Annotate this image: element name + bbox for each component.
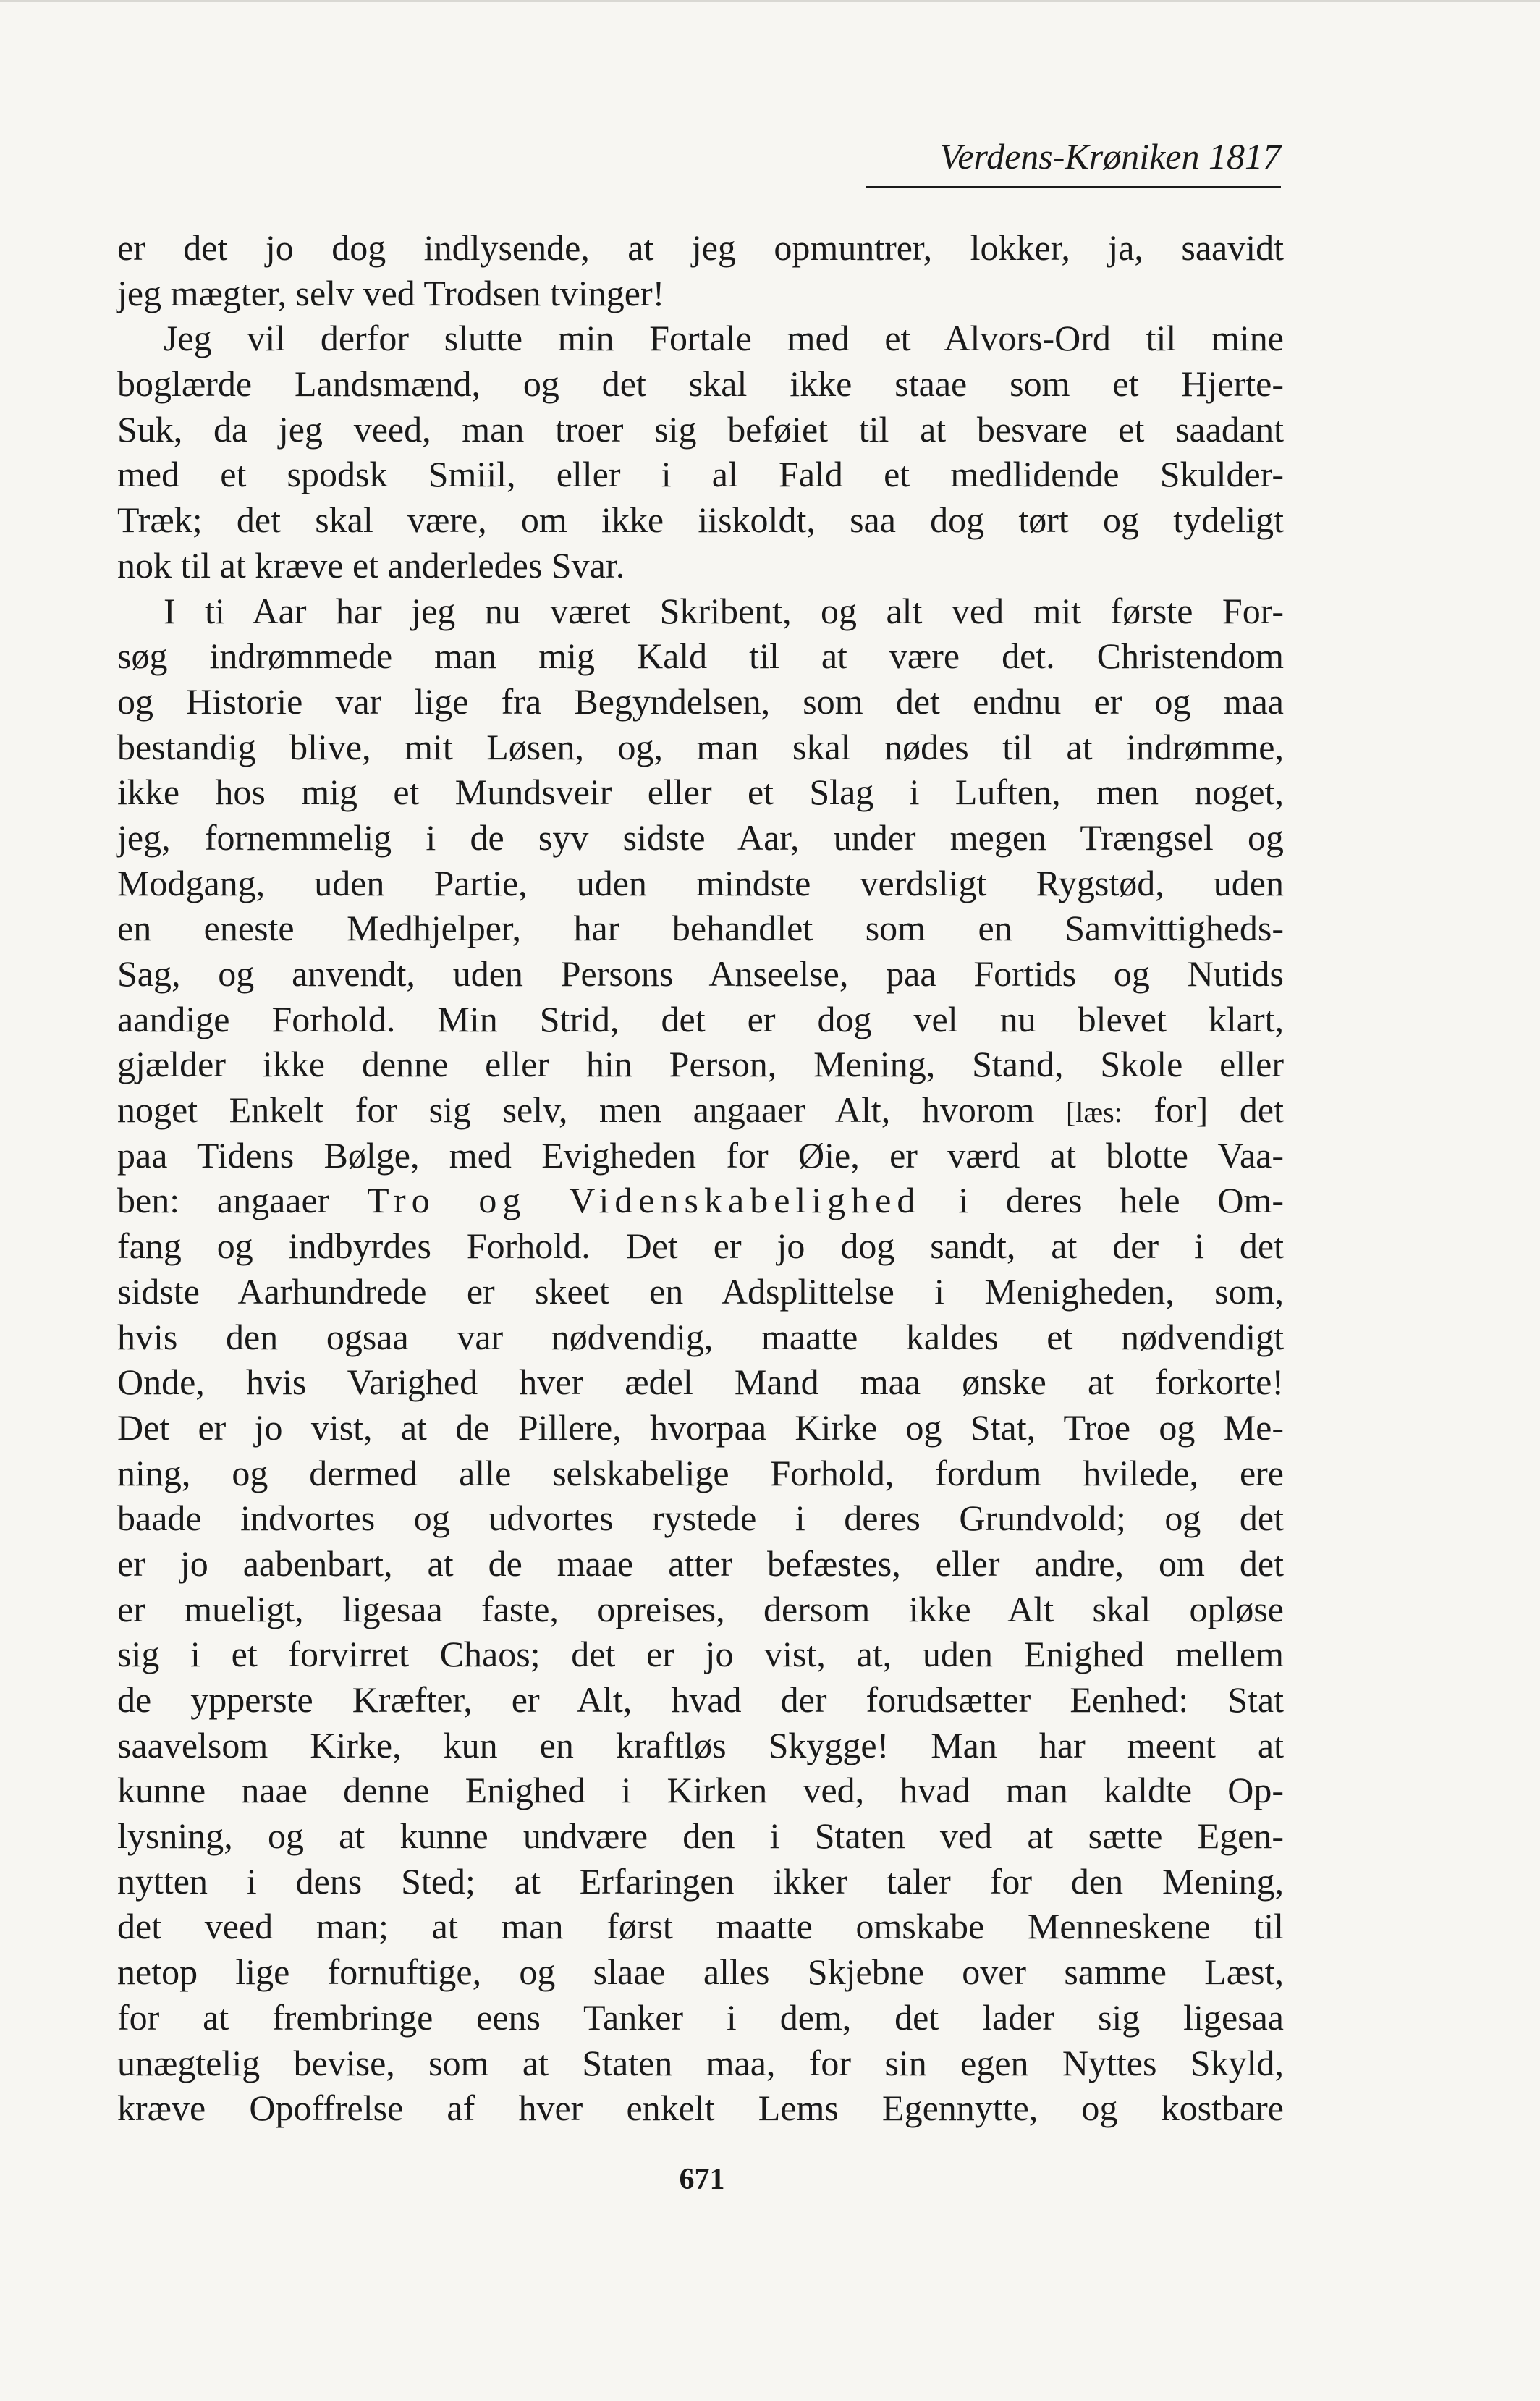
text-line: Suk, da jeg veed, man troer sig beføiet til at besvare et saadant [117,408,1284,450]
text-line: bestandig blive, mit Løsen, og, man skal nødes til at indrømme, [117,726,1284,767]
running-head: Verdens-Krøniken 1817 [939,136,1281,177]
text-line: gjælder ikke denne eller hin Person, Mening, Stand, Skole eller [117,1044,1284,1085]
text-line: Sag, og anvendt, uden Persons Anseelse, paa Fortids og Nutids [117,953,1284,994]
text-line: og Historie var lige fra Begyndelsen, som det endnu er og maa [117,680,1284,722]
header-rule [866,186,1281,188]
text-line: ikke hos mig et Mundsveir eller et Slag i Luften, men noget, [117,772,1284,813]
text-line: sidste Aarhundrede er skeet en Adsplittelse i Menigheden, som, [117,1270,1284,1312]
editorial-note: [læs: [1065,1096,1122,1129]
text-line: nytten i dens Sted; at Erfaringen ikker taler for den Mening, [117,1860,1284,1902]
text-line: aandige Forhold. Min Strid, det er dog vel nu blevet klart, [117,998,1284,1039]
text-line: Modgang, uden Partie, uden mindste verdsligt Rygstød, uden [117,862,1284,903]
text-line: unægtelig bevise, som at Staten maa, for sin egen Nyttes Skyld, [117,2042,1284,2083]
text-line: er jo aabenbart, at de maae atter befæstes, eller andre, om det [117,1543,1284,1584]
text-segment: ben: angaaer [117,1180,368,1221]
text-line: søg indrømmede man mig Kald til at være det. Christendom [117,636,1284,677]
text-line: hvis den ogsaa var nødvendig, maatte kaldes et nødvendigt [117,1316,1284,1357]
text-line: Træk; det skal være, om ikke iiskoldt, saa dog tørt og tydeligt [117,499,1284,541]
text-line [117,1178,1284,1223]
text-line: kunne naae denne Enighed i Kirken ved, hvad man kaldte Op- [117,1770,1284,1811]
text-segment: i deres hele Om- [921,1180,1284,1221]
text-line: nok til at kræve et anderledes Svar. [117,544,625,586]
text-line: jeg mægter, selv ved Trodsen tvinger! [117,272,665,313]
text-line: Onde, hvis Varighed hver ædel Mand maa ønske at forkorte! [117,1362,1284,1403]
text-line: boglærde Landsmænd, og det skal ikke staae som et Hjerte- [117,363,1284,405]
text-line: sig i et forvirret Chaos; det er jo vist, at, uden Enighed mellem [117,1634,1284,1675]
text-line: kræve Opoffrelse af hver enkelt Lems Egennytte, og kostbare [117,2088,1284,2129]
text-line: Jeg vil derfor slutte min Fortale med et Alvors-Ord til mine [164,318,1284,359]
text-line: er det jo dog indlysende, at jeg opmuntrer, lokker, ja, saavidt [117,227,1284,268]
text-line: en eneste Medhjelper, har behandlet som en Samvittigheds- [117,908,1284,949]
text-line: fang og indbyrdes Forhold. Det er jo dog sandt, at der i det [117,1225,1284,1267]
text-line: paa Tidens Bølge, med Evigheden for Øie, er værd at blotte Vaa- [117,1134,1284,1176]
text-line: ning, og dermed alle selskabelige Forhold, fordum hvilede, ere [117,1452,1284,1493]
text-line: de ypperste Kræfter, er Alt, hvad der forudsætter Eenhed: Stat [117,1679,1284,1720]
text-segment: for] det [1122,1089,1284,1131]
text-line: baade indvortes og udvortes rystede i deres Grundvold; og det [117,1498,1284,1539]
text-line: jeg, fornemmelig i de syv sidste Aar, under megen Trængsel og [117,816,1284,858]
text-segment: noget Enkelt for sig selv, men angaaer Alt, hvorom [117,1089,1066,1131]
text-line: saavelsom Kirke, kun en kraftløs Skygge! Man har meent at [117,1724,1284,1765]
text-line: netop lige fornuftige, og slaae alles Skjebne over samme Læst, [117,1951,1284,1993]
text-line: med et spodsk Smiil, eller i al Fald et medlidende Skulder- [117,454,1284,495]
page-number: 671 [679,2163,725,2196]
text-line [117,1087,1284,1133]
text-line: for at frembringe eens Tanker i dem, det lader sig ligesaa [117,1996,1284,2038]
body-text [117,225,1284,2131]
text-line: er mueligt, ligesaa faste, opreises, dersom ikke Alt skal opløse [117,1588,1284,1629]
text-line: Det er jo vist, at de Pillere, hvorpaa Kirke og Stat, Troe og Me- [117,1406,1284,1448]
text-line: det veed man; at man først maatte omskabe Menneskene til [117,1906,1284,1947]
text-line: lysning, og at kunne undvære den i Staten ved at sætte Egen- [117,1815,1284,1857]
text-line: I ti Aar har jeg nu været Skribent, og alt ved mit første For- [164,590,1284,631]
emphasis-spaced: Tro og Videnskabelighed [367,1180,921,1221]
